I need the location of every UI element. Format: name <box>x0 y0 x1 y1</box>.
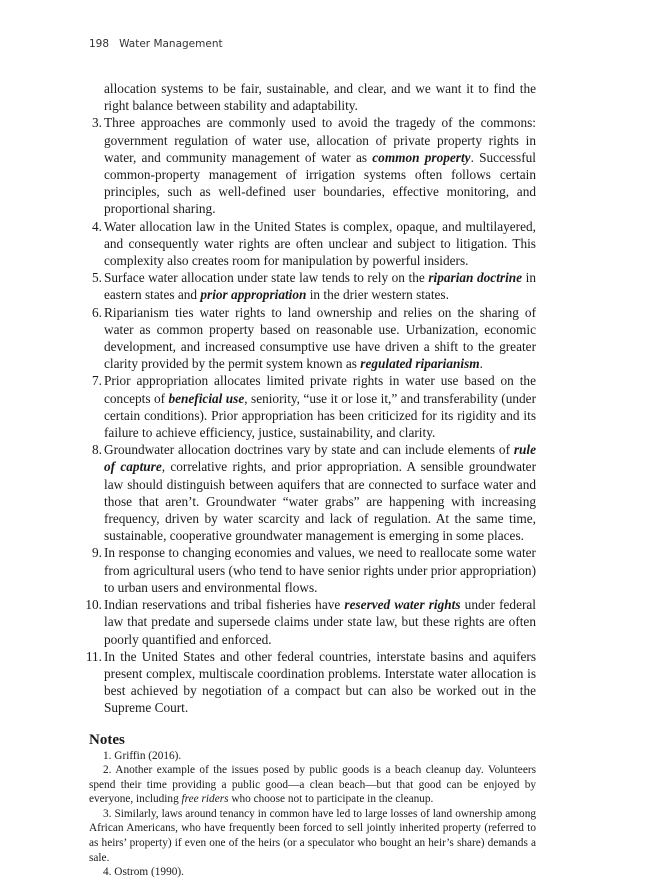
list-item-number: 6. <box>92 304 102 320</box>
text-run: Indian reservations and tribal fisheries have <box>104 597 345 613</box>
list-item <box>89 218 536 270</box>
page-number: 198 <box>89 38 110 50</box>
note-item <box>89 763 536 807</box>
key-term: rule of capture <box>104 442 536 475</box>
list-item-number: 4. <box>92 218 102 234</box>
list-item <box>89 304 536 373</box>
running-header <box>89 38 223 50</box>
list-item <box>89 544 536 596</box>
running-title: Water Management <box>119 38 223 50</box>
list-item-number: 8. <box>92 442 102 458</box>
text-run: Surface water allocation under state law tends to rely on the <box>104 270 429 286</box>
list-item-number: 5. <box>92 270 102 286</box>
text-run: under federal law that predate and supersede claims under state law, but these rights are often poorly quantified and enforced. <box>104 597 536 647</box>
text-run: . Successful common-property management of irrigation systems often follows certain principles, such as well-defined user boundaries, effective monitoring, and proportional sharing. <box>104 149 536 217</box>
note-item <box>89 749 536 764</box>
text-run: , correlative rights, and prior appropriation. A sensible groundwater law should distinguish between aquifers that are connected to surface water and those that aren’t. Groundwater “water grabs” are happening with increasing frequency, driven by water scarcity and lack of regulation. At the same time, sustainable, cooperative groundwater management is emerging in some places. <box>104 459 536 544</box>
key-term: beneficial use <box>168 390 245 406</box>
text-run: 1. Griffin (2016). <box>103 749 182 762</box>
key-term: reserved water rights <box>344 597 461 613</box>
list-item <box>85 596 536 648</box>
note-item <box>89 865 536 880</box>
text-run: Riparianism ties water rights to land ownership and relies on the sharing of water as common property based on reasonable use. Urbanization, economic development, and increased consumptive use have driven a shift to the greater clarity provided by the permit system known as <box>104 304 536 372</box>
key-term: prior appropriation <box>200 287 307 303</box>
list-item-number: 3. <box>92 115 102 131</box>
text-run: In response to changing economies and values, we need to reallocate some water from agricultural users (who tend to have senior rights under prior appropriation) to urban users and environmental flows. <box>104 545 536 595</box>
list-item <box>89 372 536 441</box>
italic-term: free riders <box>181 793 229 806</box>
text-run: , seniority, “use it or lose it,” and transferability (under certain conditions). Prior appropriation has been criticized for its rigidity and its failure to achieve efficiency, justice, sustainability, and clarity. <box>104 390 536 441</box>
text-run: Water allocation law in the United States is complex, opaque, and multilayered, and consequently water rights are often unclear and subject to litigation. This complexity also creates room for manipulation by powerful insiders. <box>104 218 536 269</box>
text-run: Three approaches are commonly used to avoid the tragedy of the commons: government regulation of water use, allocation of private property rights in water, and community management of water as <box>104 115 536 165</box>
list-item-number: 9. <box>92 545 102 561</box>
text-run: in the drier western states. <box>306 287 449 303</box>
text-run: 4. Ostrom (1990). <box>103 866 184 879</box>
list-item <box>85 648 536 717</box>
list-item-number: 7. <box>92 373 102 389</box>
notes-heading: Notes <box>89 731 125 748</box>
list-item-number: 11. <box>85 648 102 664</box>
list-item <box>89 114 536 217</box>
lead-paragraph: allocation systems to be fair, sustainable, and clear, and we want it to find the right balance between stability and adaptability. <box>104 81 536 114</box>
text-run: Groundwater allocation doctrines vary by state and can include elements of <box>104 442 514 458</box>
text-run: In the United States and other federal countries, interstate basins and aquifers present complex, multiscale coordination problems. Interstate water allocation is best achieved by negotiation of a compact but can also be worked out in the Supreme Court. <box>104 648 536 716</box>
text-run: who choose not to participate in the cleanup. <box>228 793 434 806</box>
key-term: regulated riparianism <box>360 356 480 372</box>
list-item <box>89 441 536 544</box>
text-run: in eastern states and <box>104 270 536 303</box>
list-item-number: 10. <box>85 597 102 613</box>
text-run: 3. Similarly, laws around tenancy in common have led to large losses of land ownership among African Americans, who have frequently been forced to sell jointly inherited property (referred to as heirs’ property) if even one of the heirs (or a speculator who bought an heir’s share) demands a sale. <box>89 807 536 864</box>
note-item <box>89 807 536 865</box>
text-run: . <box>479 356 483 372</box>
list-item <box>89 269 536 303</box>
summary-list <box>85 114 536 716</box>
key-term: riparian doctrine <box>428 270 523 286</box>
page-body <box>85 80 536 880</box>
key-term: common property <box>372 149 471 165</box>
text-run: Prior appropriation allocates limited private rights in water use based on the concepts of <box>104 373 536 406</box>
text-run: 2. Another example of the issues posed by public goods is a beach cleanup day. Volunteers spend their time providing a public good—a clean beach—but that good can be enjoyed by everyone, including <box>89 764 536 806</box>
notes-list <box>89 749 536 880</box>
